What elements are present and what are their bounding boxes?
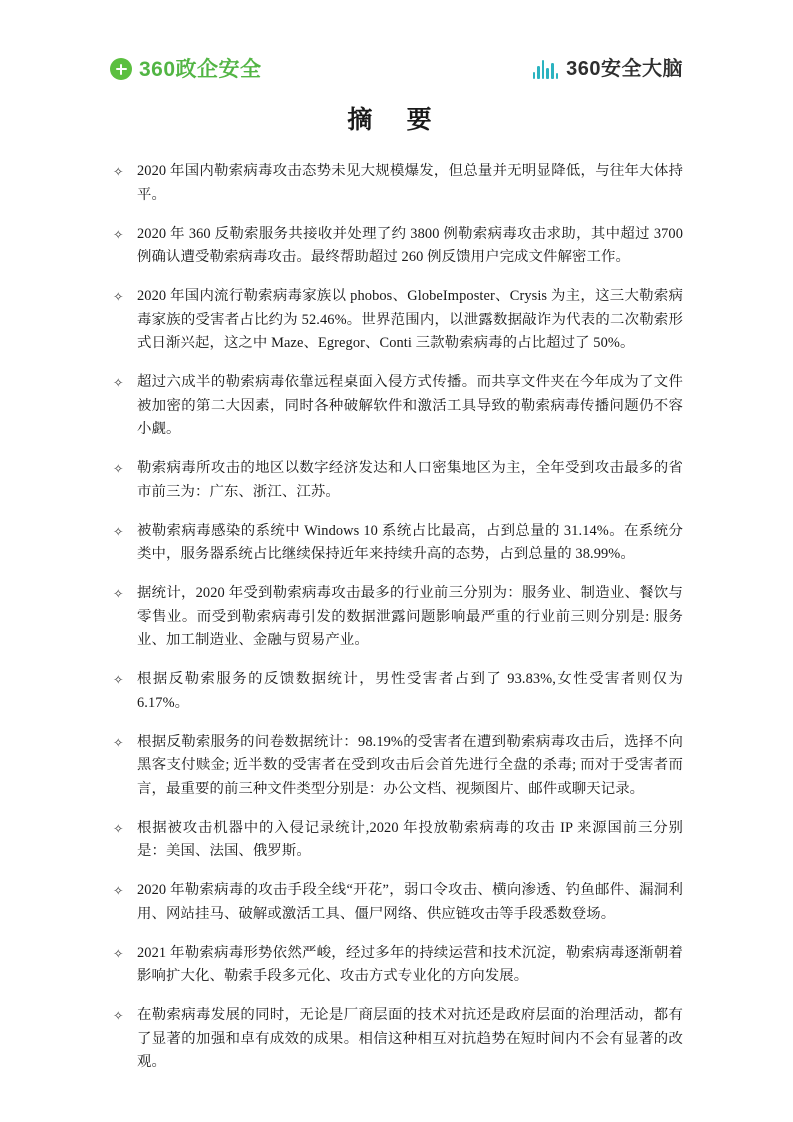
bullet-icon: ✧	[113, 820, 124, 836]
equalizer-icon	[533, 59, 559, 79]
list-item	[113, 457, 683, 504]
document-header	[110, 52, 683, 86]
logo-360-security-brain	[533, 59, 683, 79]
list-item	[113, 160, 683, 207]
bullet-icon: ✧	[113, 289, 124, 304]
summary-list	[113, 160, 683, 1090]
list-item	[113, 223, 683, 270]
bullet-icon: ✧	[113, 523, 124, 539]
list-item	[113, 879, 683, 926]
list-item	[113, 817, 683, 864]
bullet-icon: ✧	[113, 945, 124, 961]
list-item	[113, 1004, 683, 1075]
list-item-text: 超过六成半的勒索病毒依靠远程桌面入侵方式传播。而共享文件夹在今年成为了文件被加密的第二大因素，同时各种破解软件和激活工具导致的勒索病毒传播问题仍不容小觑。	[137, 374, 683, 437]
bullet-icon: ✧	[113, 375, 124, 390]
logo-360-enterprise-security	[110, 58, 262, 80]
logo-right-label: 360安全大脑	[566, 58, 683, 80]
bullet-icon: ✧	[113, 586, 124, 601]
list-item	[113, 731, 683, 802]
logo-left-label: 360政企安全	[139, 57, 262, 81]
bullet-icon: ✧	[113, 672, 124, 687]
plus-circle-icon	[110, 58, 132, 80]
list-item-text: 据统计，2020 年受到勒索病毒攻击最多的行业前三分别为：服务业、制造业、餐饮与零售业。而受到勒索病毒引发的数据泄露问题影响最严重的行业前三则分别是: 服务业、加工制造业、金融与贸易产业。	[137, 585, 683, 648]
list-item-text: 在勒索病毒发展的同时，无论是厂商层面的技术对抗还是政府层面的治理活动，都有了显著的加强和卓有成效的成果。相信这种相互对抗趋势在短时间内不会有显著的改观。	[137, 1007, 683, 1070]
list-item-text: 被勒索病毒感染的系统中 Windows 10 系统占比最高，占到总量的 31.14%。在系统分类中，服务器系统占比继续保持近年来持续升高的态势，占到总量的 38.99%。	[137, 522, 683, 562]
bullet-icon: ✧	[113, 734, 124, 750]
list-item-text: 2020 年国内勒索病毒攻击态势未见大规模爆发，但总量并无明显降低，与往年大体持平。	[137, 163, 683, 203]
list-item	[113, 582, 683, 653]
bullet-icon: ✧	[113, 164, 124, 179]
list-item	[113, 942, 683, 989]
list-item-text: 根据反勒索服务的反馈数据统计，男性受害者占到了 93.83%,女性受害者则仅为 6.17%。	[137, 671, 683, 711]
list-item	[113, 668, 683, 715]
list-item	[113, 520, 683, 567]
list-item-text: 2020 年国内流行勒索病毒家族以 phobos、GlobeImposter、Crysis 为主，这三大勒索病毒家族的受害者占比约为 52.46%。世界范围内，以泄露数据敲诈为代表的二次勒索形式日渐兴起，这之中 Maze、Egregor、Conti 三款勒索病毒的占比超过了 50%。	[137, 288, 683, 351]
list-item-text: 2020 年勒索病毒的攻击手段全线“开花”，弱口令攻击、横向渗透、钓鱼邮件、漏洞利用、网站挂马、破解或激活工具、僵尸网络、供应链攻击等手段悉数登场。	[137, 882, 683, 922]
list-item	[113, 285, 683, 356]
page-title: 摘 要	[347, 107, 446, 134]
list-item-text: 2020 年 360 反勒索服务共接收并处理了约 3800 例勒索病毒攻击求助，其中超过 3700 例确认遭受勒索病毒攻击。最终帮助超过 260 例反馈用户完成文件解密工作。	[137, 225, 683, 265]
bullet-icon: ✧	[113, 883, 124, 898]
bullet-icon: ✧	[113, 1008, 124, 1023]
list-item-text: 勒索病毒所攻击的地区以数字经济发达和人口密集地区为主，全年受到攻击最多的省市前三为：广东、浙江、江苏。	[137, 460, 683, 500]
bullet-icon: ✧	[113, 226, 124, 242]
list-item-text: 根据反勒索服务的问卷数据统计：98.19%的受害者在遭到勒索病毒攻击后，选择不向黑客支付赎金; 近半数的受害者在受到攻击后会首先进行全盘的杀毒; 而对于受害者而言，最重要的前三种文件类型分别是：办公文档、视频图片、邮件或聊天记录。	[137, 733, 683, 797]
list-item	[113, 371, 683, 442]
list-item-text: 2021 年勒索病毒形势依然严峻，经过多年的持续运营和技术沉淀，勒索病毒逐渐朝着影响扩大化、勒索手段多元化、攻击方式专业化的方向发展。	[137, 944, 683, 984]
list-item-text: 根据被攻击机器中的入侵记录统计,2020 年投放勒索病毒的攻击 IP 来源国前三分别是：美国、法国、俄罗斯。	[137, 819, 683, 859]
bullet-icon: ✧	[113, 461, 124, 476]
